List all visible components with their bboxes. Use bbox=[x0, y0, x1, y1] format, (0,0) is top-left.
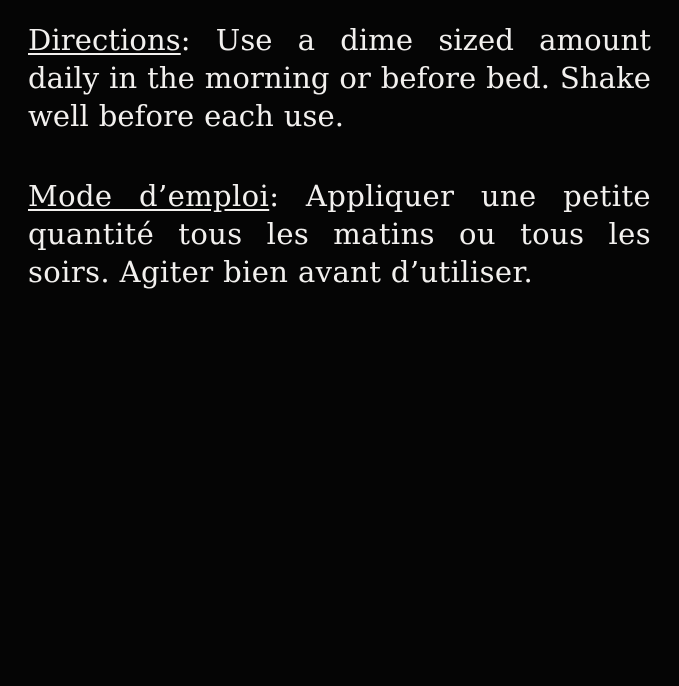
directions-heading-french: Mode d’emploi bbox=[28, 178, 270, 213]
directions-text-english: Use a dime sized amount daily in the morning or before bed. Shake well before each use. bbox=[28, 23, 651, 133]
directions-text-french: Appliquer une petite quantité tous les matins ou tous les soirs. Agiter bien avant d’utiliser. bbox=[28, 178, 651, 289]
empty-space bbox=[28, 292, 651, 652]
directions-heading-separator-english: : bbox=[180, 23, 191, 57]
directions-block-english bbox=[28, 22, 651, 136]
directions-heading-separator-french: : bbox=[269, 178, 280, 213]
directions-heading-english: Directions bbox=[28, 23, 181, 57]
directions-block-french bbox=[28, 178, 651, 292]
